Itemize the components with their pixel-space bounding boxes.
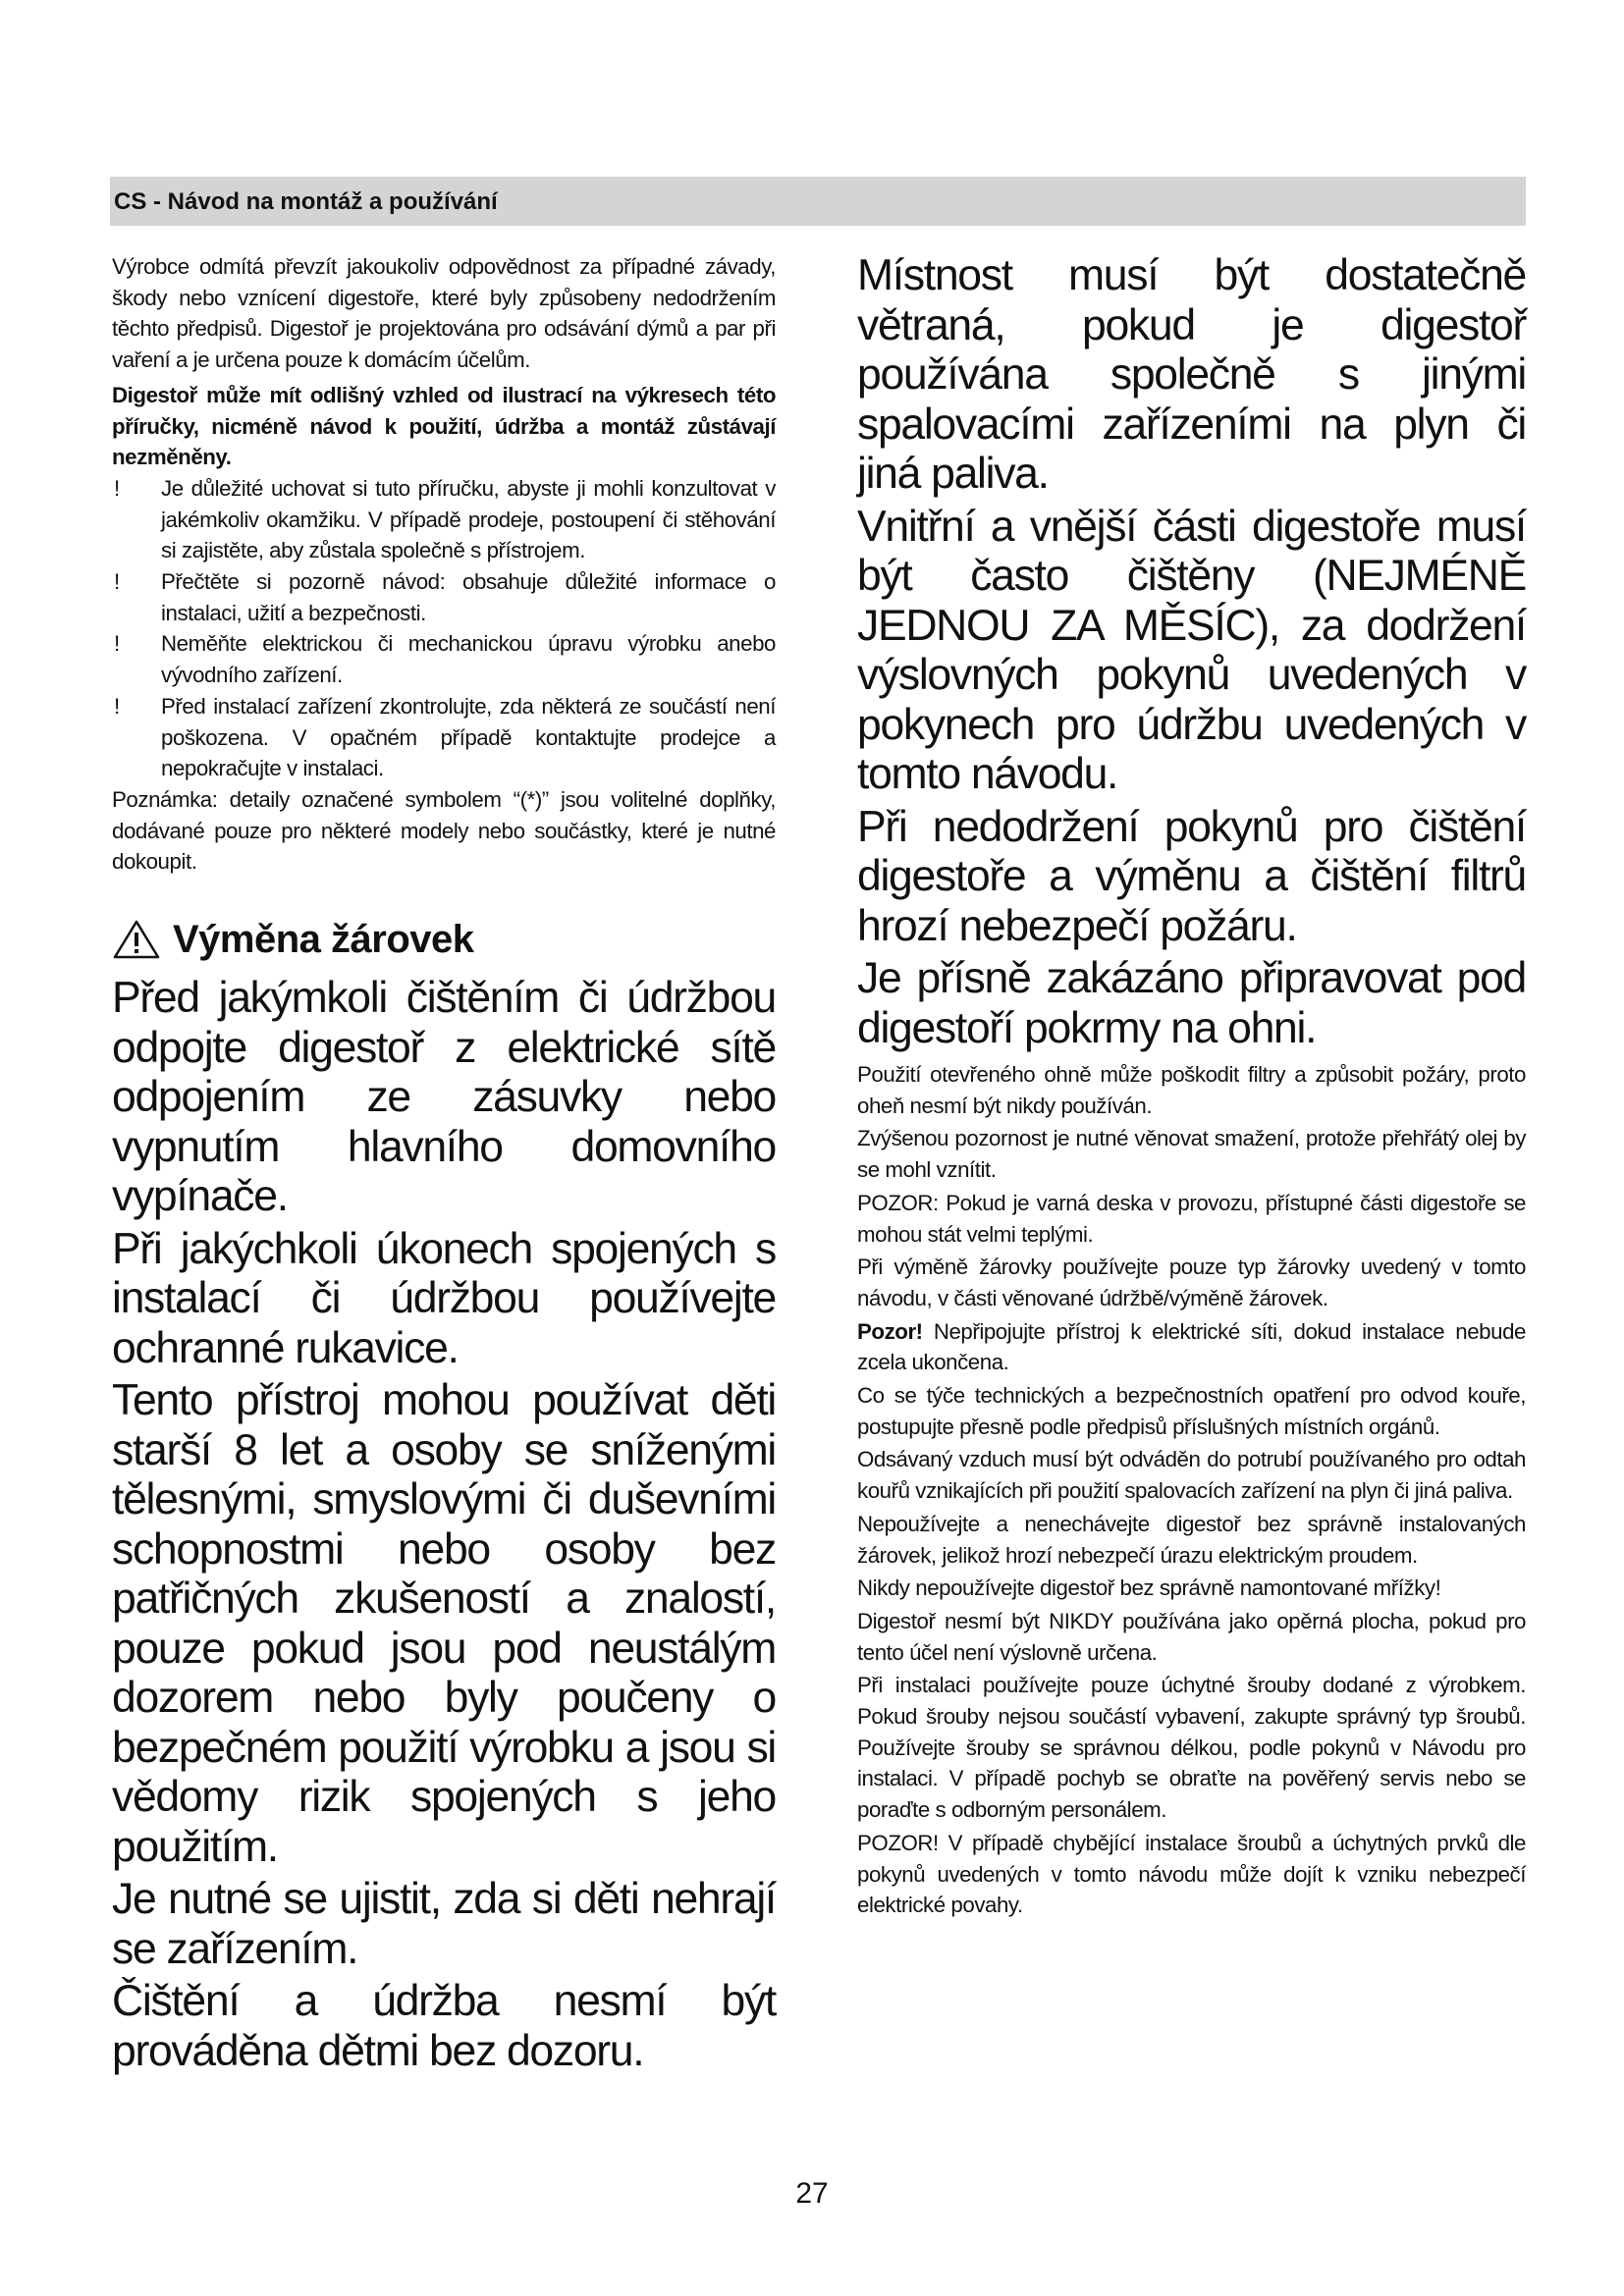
large-paragraph: Vnitřní a vnější části digestoře musí být často čištěny (NEJMÉNĚ JEDNOU ZA MĚSÍC), za dodržení výslovných pokynů uvedených v pokynech pro údržbu uvedených v tomto návodu.: [857, 502, 1526, 798]
warning-item: [112, 566, 776, 628]
small-paragraph: [857, 1606, 1526, 1668]
section-heading: [112, 917, 776, 962]
small-paragraph: [857, 1188, 1526, 1250]
warning-text: Je důležité uchovat si tuto příručku, abyste ji mohli konzultovat v jakémkoliv okamžiku. V případě prodeje, postoupení či stěhování si zajistěte, aby zůstala společně s přístrojem.: [161, 475, 776, 563]
large-paragraph: Je přísně zakázáno připravovat pod digestoří pokrmy na ohni.: [857, 954, 1526, 1052]
warning-item: [112, 628, 776, 690]
small-paragraph-lead: Pozor!: [857, 1318, 923, 1344]
warning-item: [112, 691, 776, 784]
small-paragraph-text: POZOR: Pokud je varná deska v provozu, přístupné části digestoře se mohou stát velmi teplými.: [857, 1190, 1526, 1247]
large-paragraph: Při jakýchkoli úkonech spojených s instalací či údržbou používejte ochranné rukavice.: [112, 1224, 776, 1372]
header-bar: [110, 177, 1526, 226]
small-paragraph: [857, 1316, 1526, 1378]
small-paragraph: [857, 1059, 1526, 1121]
footnote: Poznámka: detaily označené symbolem “(*)” jsou volitelné doplňky, dodávané pouze pro některé modely nebo součástky, které je nutné dokoupit.: [112, 786, 776, 875]
header-title: CS - Návod na montáž a používání: [114, 188, 498, 215]
warning-item: [112, 473, 776, 566]
warning-text: Před instalací zařízení zkontrolujte, zda některá ze součástí není poškozena. V opačném případě kontaktujte prodejce a nepokračujte v instalaci.: [161, 693, 776, 781]
warning-mark: !: [114, 569, 120, 595]
left-column: [112, 251, 776, 2079]
small-paragraph: [857, 1444, 1526, 1506]
warning-mark: !: [114, 631, 120, 657]
small-paragraph-text: Co se týče technických a bezpečnostních opatření pro odvod kouře, postupujte přesně podle předpisů příslušných místních orgánů.: [857, 1383, 1526, 1439]
warning-mark: !: [114, 693, 120, 719]
warning-mark: !: [114, 475, 120, 501]
warning-text: Neměňte elektrickou či mechanickou úpravu výrobku anebo vývodního zařízení.: [161, 631, 776, 688]
warning-text: Přečtěte si pozorně návod: obsahuje důležité informace o instalaci, užití a bezpečnosti.: [161, 569, 776, 625]
small-paragraph: [857, 1670, 1526, 1826]
small-paragraph-text: Při výměně žárovky používejte pouze typ žárovky uvedený v tomto návodu, v části věnované údržbě/výměně žárovek.: [857, 1255, 1526, 1310]
small-paragraph-text: Nepoužívejte a nenechávejte digestoř bez správně instalovaných žárovek, jelikož hrozí nebezpečí úrazu elektrickým proudem.: [857, 1511, 1526, 1568]
small-text-block: [857, 1059, 1526, 1921]
small-paragraph-text: Použití otevřeného ohně může poškodit filtry a způsobit požáry, proto oheň nesmí být nikdy používán.: [857, 1062, 1526, 1118]
large-paragraph: Před jakýmkoli čištěním či údržbou odpojte digestoř z elektrické sítě odpojením ze zásuvky nebo vypnutím hlavního domovního vypínače.: [112, 974, 776, 1221]
small-paragraph-text: Zvýšenou pozornost je nutné věnovat smažení, protože přehřátý olej by se mohl vznítit.: [857, 1126, 1526, 1183]
small-paragraph: [857, 1828, 1526, 1921]
intro-paragraph: Výrobce odmítá převzít jakoukoliv odpovědnost za případné závady, škody nebo vznícení digestoře, které byly způsobeny nedodržením těchto předpisů. Digestoř je projektována pro odsávání dýmů a par při vaření a je určena pouze k domácím účelům.: [112, 254, 776, 373]
large-paragraph: Je nutné se ujistit, zda si děti nehrají se zařízením.: [112, 1875, 776, 1973]
small-paragraph-text: Nepřipojujte přístroj k elektrické síti, dokud instalace nebude zcela ukončena.: [857, 1318, 1526, 1375]
small-paragraph: [857, 1380, 1526, 1442]
page-number: 27: [795, 2177, 829, 2210]
small-paragraph: [857, 1573, 1526, 1604]
small-paragraph-text: Nikdy nepoužívejte digestoř bez správně namontované mřížky!: [857, 1575, 1441, 1601]
small-paragraph-text: Při instalaci používejte pouze úchytné šrouby dodané z výrobkem. Pokud šrouby nejsou součástí vybavení, zakupte správný typ šroubů. Používejte šrouby se správnou délkou, podle pokynů v Návodu pro instalaci. V případě pochyb se obraťte na pověřený servis nebo se poraďte s odborným personálem.: [857, 1673, 1526, 1823]
section-heading-text: Výměna žárovek: [173, 918, 474, 962]
small-paragraph-text: Odsávaný vzduch musí být odváděn do potrubí používaného pro odtah kouřů vznikajících při použití spalovacích zařízení na plyn či jiná paliva.: [857, 1447, 1526, 1504]
right-column: [857, 251, 1526, 1923]
large-paragraph: Při nedodržení pokynů pro čištění digestoře a výměnu a čištění filtrů hrozí nebezpečí požáru.: [857, 802, 1526, 950]
large-text-block: [112, 974, 776, 2076]
large-paragraph: Místnost musí být dostatečně větraná, pokud je digestoř používána společně s jinými spalovacími zařízeními na plyn či jiná paliva.: [857, 251, 1526, 498]
large-paragraph: Tento přístroj mohou používat děti starší 8 let a osoby se sníženými tělesnými, smyslovými či duševními schopnostmi nebo osoby bez patřičných zkušeností a znalostí, pouze pokud jsou pod neustálým dozorem nebo byly poučeny o bezpečném použití výrobku a jsou si vědomy rizik spojených s jeho použitím.: [112, 1376, 776, 1871]
large-text-block: [857, 251, 1526, 1053]
small-paragraph: [857, 1509, 1526, 1571]
small-paragraph-text: Digestoř nesmí být NIKDY používána jako opěrná plocha, pokud pro tento účel není výslovně určena.: [857, 1608, 1526, 1665]
warning-triangle-icon: [112, 919, 161, 960]
small-paragraph: [857, 1252, 1526, 1313]
bold-note: Digestoř může mít odlišný vzhled od ilustrací na výkresech této příručky, nicméně návod k použití, údržba a montáž zůstávají nezměněny.: [112, 382, 776, 470]
safety-notes: [112, 251, 776, 878]
small-paragraph-text: POZOR! V případě chybějící instalace šroubů a úchytných prvků dle pokynů uvedených v tomto návodu může dojít k vzniku nebezpečí elektrické povahy.: [857, 1830, 1526, 1918]
small-paragraph: [857, 1123, 1526, 1185]
large-paragraph: Čištění a údržba nesmí být prováděna dětmi bez dozoru.: [112, 1977, 776, 2075]
